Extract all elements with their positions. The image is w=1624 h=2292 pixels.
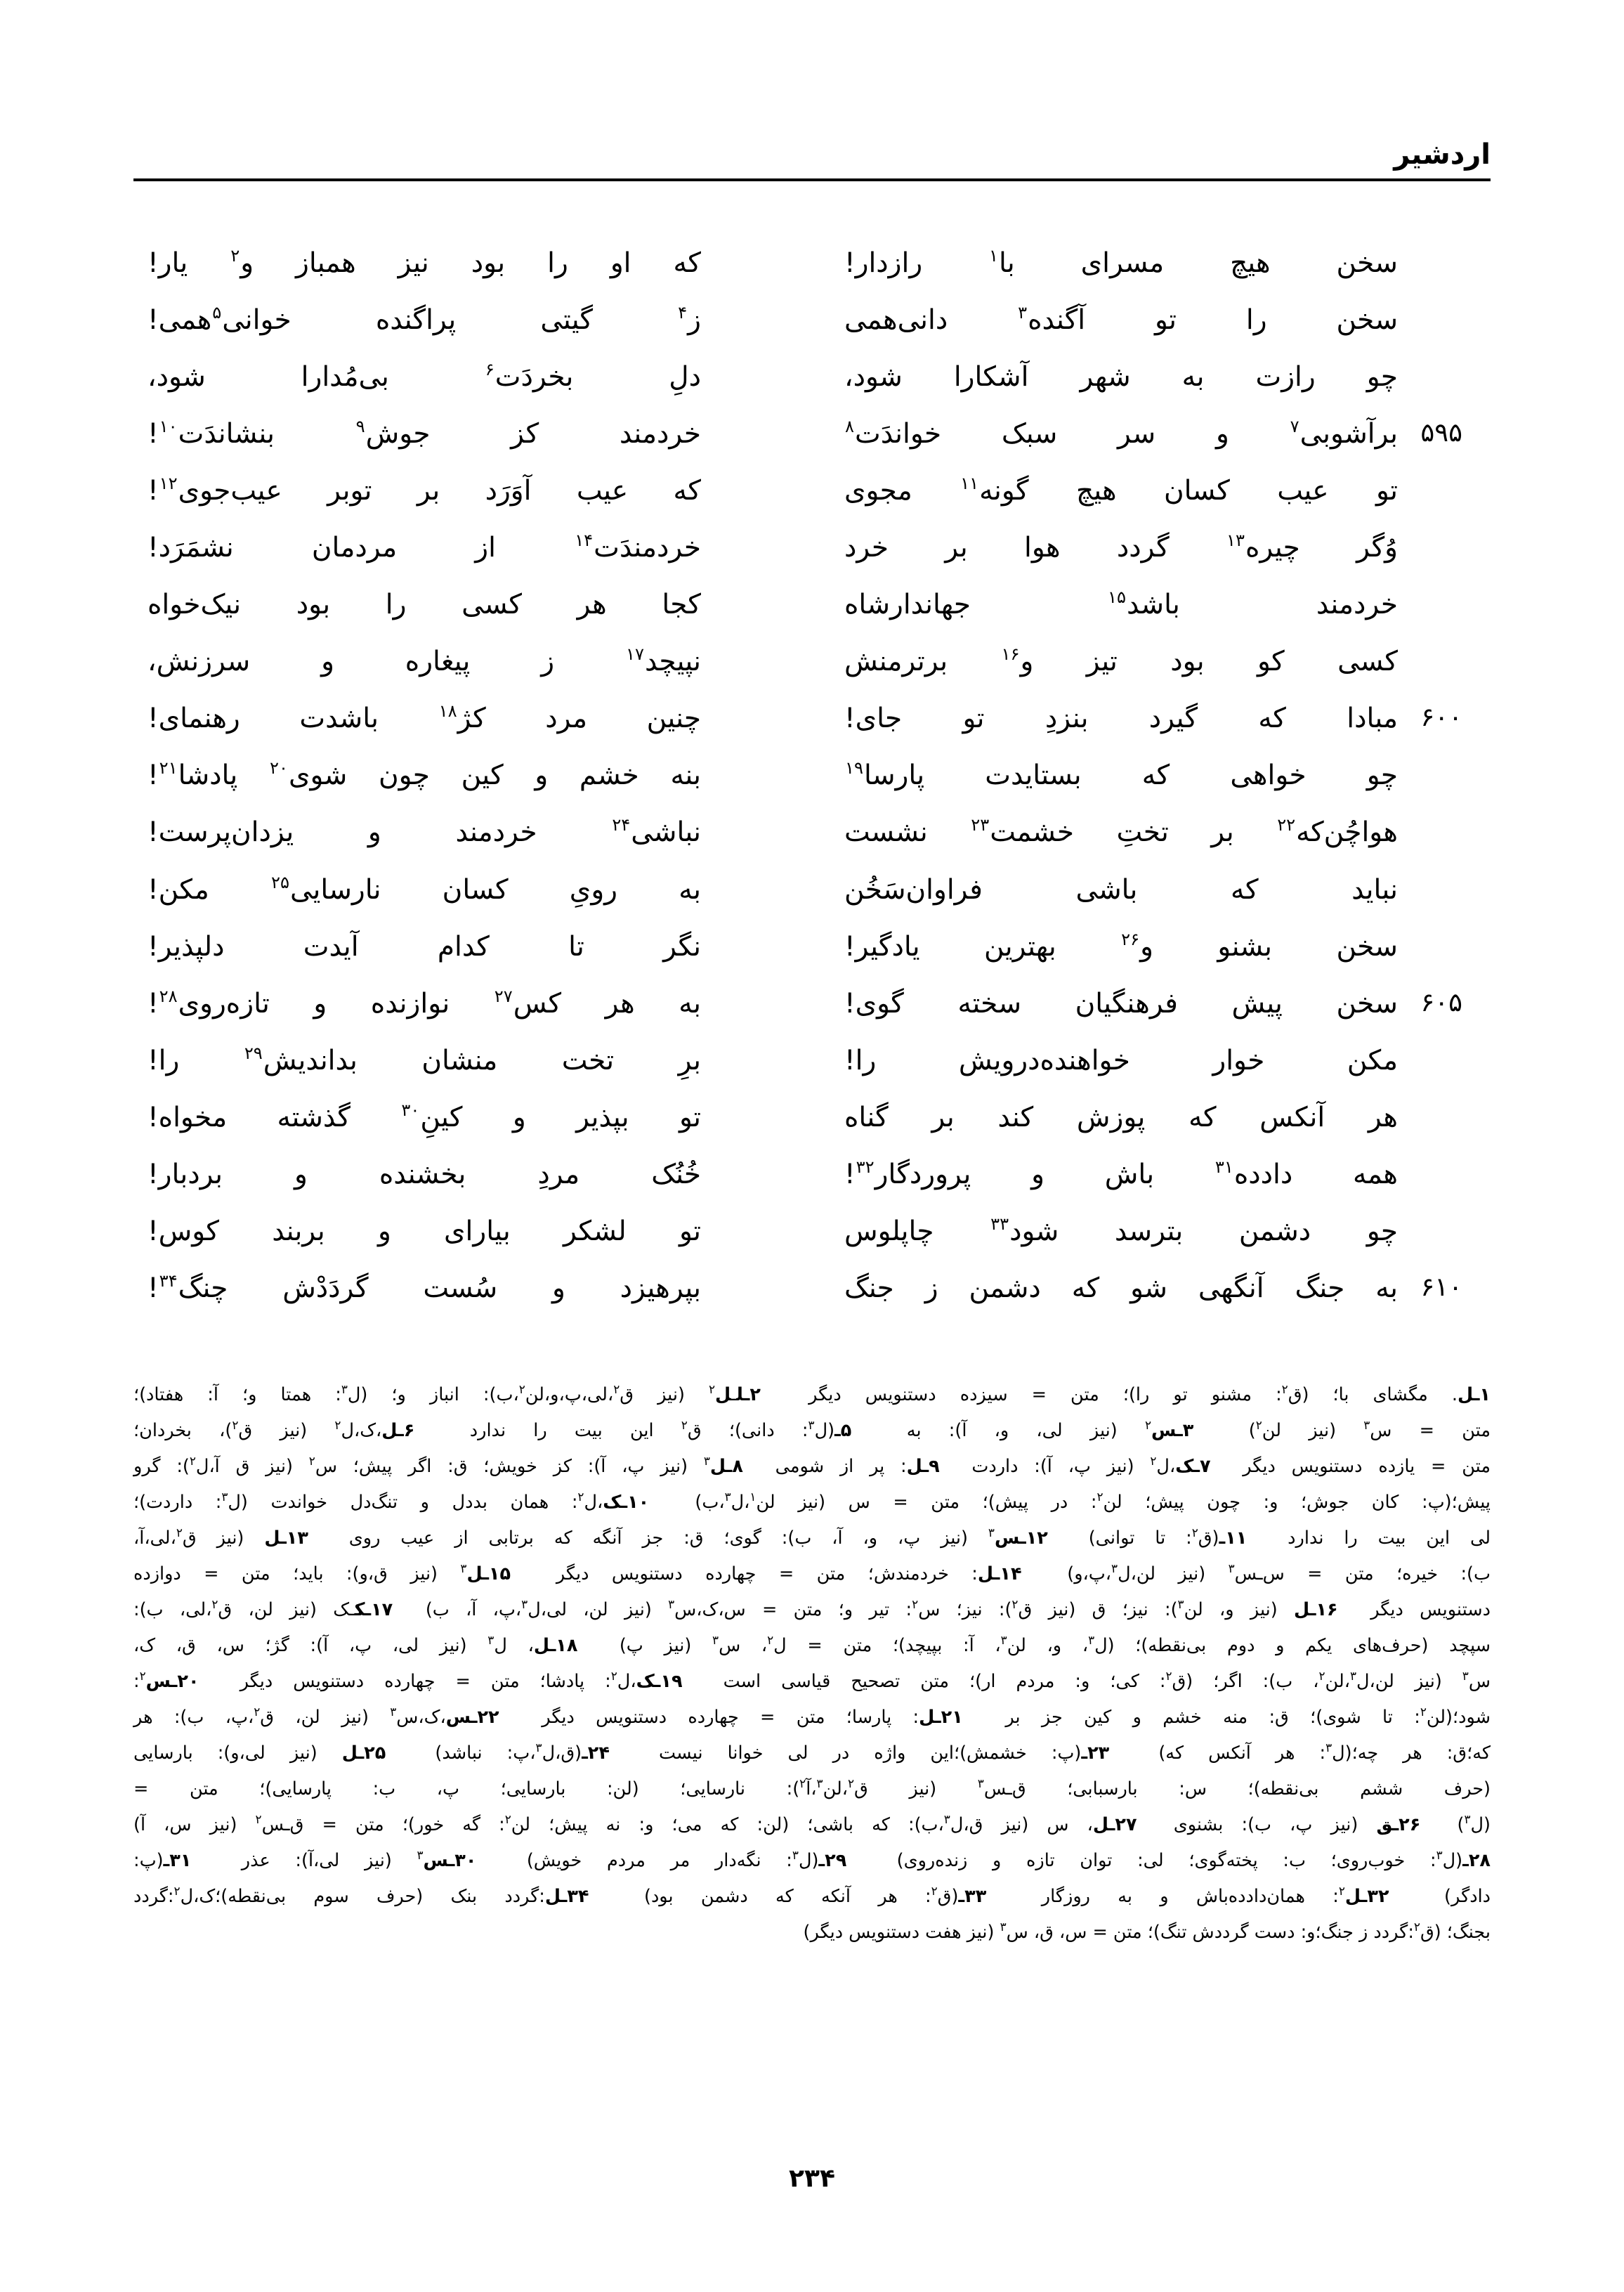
verse-hemistich: سخن بشنو و$^{۲۶}$ بهترین یادگیر! [844,929,1398,963]
apparatus-line: ۲۸ـ(ل$^۳$: خوب‌روی؛ ب: پخته‌گوی؛ لی: توان تازه و زنده‌روی) ۲۹ـ(ل$^۳$: نگه‌دار مر مردم خویش) ۳۰ـس$^۳$ (نیز لی،آ): عذر ۳۱ـ(پ: [133,1847,1491,1871]
verse-number [701,928,766,931]
verse-hemistich: خردمند کز جوش$^۹$ بنشاندَت$^{۱۰}$! [148,417,701,450]
verse-number [701,757,766,760]
verse-hemistich: که عیب آوَرَد بر توبر عیب‌جوی$^{۱۲}$! [148,474,701,507]
verse-hemistich: کجا هر کسی را بود نیک‌خواه [148,589,701,621]
apparatus-line: دستنویس دیگر ۱۶ـل (نیز و، لن$^۳$): نیز؛ ق (نیز ق$^۲$): نیز؛ س$^۲$: تیر و؛ متن = س،ک،س$^۳$ (نیز لن، لی،ل$^۳$،پ، آ، ب) ۱۷ـکـک (نیز لن، ق$^۲$،لی، ب): [133,1596,1491,1620]
verse-block [133,245,1491,1327]
verse-line [844,586,1462,643]
verse-hemistich: خردمندَت$^{۱۴}$ از مردمان نشمَرَد! [148,530,701,564]
verse-line [148,472,766,529]
verse-line [844,1156,1462,1213]
page-number: ۲۳۴ [789,2164,835,2193]
verse-number [701,871,766,874]
verse-line [844,1270,1462,1327]
verse-number [1398,245,1462,247]
apparatus-line: (ل$^۳$) ۲۶ـق (نیز پ، ب): بشنوی ۲۷ـل، س (نیز ق،ل$^۳$،ب): که باشی؛ (لن: که می؛ و: نه پیش؛ لن$^۲$: گه خور)؛ متن = ق‌ـس$^۲$ (نیز س، آ) [133,1811,1491,1835]
verse-number [701,529,766,532]
verse-hemistich: ز$^۴$ گیتی پراگنده خوانی$^۵$همی! [148,303,701,337]
verse-number [701,1213,766,1216]
verse-line [844,814,1462,871]
verse-hemistich: تو عیب کسان هیچ گونه$^{۱۱}$ مجوی [844,474,1398,507]
apparatus-line: متن = س$^۳$ (نیز لن$^۲$) ۳ـس$^۲$ (نیز لی، و، آ): به ۵ـ(ل$^۳$: دانی)؛ ق$^۲$ این بیت را ندارد ۶ـل،ک،ل$^۲$ (نیز ق$^۲$)، بخردان؛ [133,1417,1491,1441]
verse-number [701,1042,766,1045]
verse-hemistich: نباید که باشی فراوان‌سَخُن [844,873,1398,906]
verse-hemistich: نگر تا کدام آیدت دلپذیر! [148,930,701,963]
verse-line [844,245,1462,301]
verse-number [1398,1099,1462,1102]
verse-number: ۶۰۵ [1420,987,1462,1017]
verse-line [148,928,766,985]
verse-line [148,301,766,358]
verse-hemistich: خردمند باشد$^{۱۵}$ جهاندارشاه [844,587,1398,621]
verse-line [844,472,1462,529]
verse-column-right [844,245,1462,1327]
verse-hemistich: نباشی$^{۲۴}$ خردمند و یزدان‌پرست! [148,815,701,849]
verse-line [148,985,766,1042]
verse-line [844,757,1462,814]
verse-hemistich: بپرهیزد و سُست گردَدْش چنگ$^{۳۴}$! [148,1270,701,1304]
verse-number: ۶۰۰ [1420,702,1462,733]
verse-number: ۶۱۰ [1420,1271,1462,1302]
verse-line [148,757,766,814]
apparatus-line: که؛ق: هر چه؛(ل$^۳$: هر آنکس که) ۲۳ـ(پ: خشمش)؛این واژه در لی خوانا نیست ۲۴ـ(ق،ل$^۳$،پ: نباشد) ۲۵ـل (نیز لی،و): بارسایی [133,1740,1491,1764]
apparatus-line: ۱ـل. مگشای با؛ (ق$^۲$: مشنو تو را)؛ متن = سیزده دستنویس دیگر ۲ـلـل$^۲$ (نیز ق$^۲$،لی،پ،و،لن$^۲$،ب): انباز و؛ (ل$^۳$: همتا و؛ آ: هفتاد)؛ [133,1381,1491,1405]
verse-hemistich: تو بپذیر و کینِ$^{۳۰}$ گذشته مخواه! [148,1100,701,1133]
verse-number [1398,757,1462,760]
verse-hemistich: به رویِ کسان نارسایی$^{۲۵}$ مکن! [148,872,701,906]
verse-number [701,1099,766,1102]
verse-line [844,700,1462,757]
verse-number [1398,358,1462,361]
verse-line [844,358,1462,415]
page-header [133,138,1491,204]
verse-hemistich: وُگر چیره$^{۱۳}$ گردد هوا بر خرد [844,530,1398,564]
verse-number [701,358,766,361]
verse-number [701,245,766,247]
apparatus-line: شود؛(لن$^۲$: تا شوی)؛ ق: منه خشم و کین جز بر ۲۱ـل: پارسا؛ متن = چهارده دستنویس دیگر ۲۲ـس،ک،س$^۳$ (نیز لن، ق$^۲$،پ، ب): هر [133,1704,1491,1728]
verse-number [701,1156,766,1159]
verse-number [701,415,766,418]
verse-number [1398,871,1462,874]
apparatus-line: دادگر) ۳۲ـل$^۲$: همان‌دادده‌باش و به روزگار ۳۳ـ(ق$^۲$: هر آنکه که دشمن بود) ۳۴ـل:گردد بنک (حرف سوم بی‌نقطه)؛ک،ل$^۲$:گردد [133,1883,1491,1907]
verse-line [148,1099,766,1156]
apparatus-line: سپچد (حرف‌های یکم و دوم بی‌نقطه)؛ (ل$^۳$، و، لن$^۳$، آ: بپیچد)؛ متن = ل$^۲$، س$^۳$ (نیز پ) ۱۸ـل، ل$^۳$ (نیز لی، پ، آ): گژ؛ س، ق، ک، [133,1632,1491,1656]
header-rule [133,178,1491,181]
verse-number [701,1270,766,1272]
verse-number [701,985,766,988]
verse-line [148,643,766,700]
verse-number [701,301,766,304]
verse-line [844,1213,1462,1270]
verse-line [844,871,1462,928]
verse-hemistich: بنه خشم و کین چون شوی$^{۲۰}$ پادشا$^{۲۱}$! [148,758,701,792]
verse-number [1398,301,1462,304]
verse-number [1398,1156,1462,1159]
verse-hemistich: کسی کو بود تیز و$^{۱۶}$ برترمنش [844,644,1398,678]
apparatus-line: (حرف ششم بی‌نقطه)؛ س: بارسبابی؛ ق‌ـس$^۳$ (نیز ق$^۲$،لن$^۳$،آ$^۲$): نارسایی؛ (لن: بارسایی؛ پ، ب: پارسایی)؛ متن = [133,1776,1491,1799]
verse-number [1398,529,1462,532]
verse-line [148,529,766,586]
verse-hemistich: هر آنکس که پوزش کند بر گناه [844,1101,1398,1133]
verse-line [844,1099,1462,1156]
verse-hemistich: دلِ بخردَت$^۶$ بی‌مُدارا شود، [148,360,701,393]
verse-hemistich: مکن خوار خواهنده‌درویش را! [844,1044,1398,1076]
verse-hemistich: سخن را تو آگنده$^۳$ دانی‌همی [844,303,1398,337]
verse-hemistich: به جنگ آنگهی شو که دشمن ز جنگ [844,1272,1398,1304]
verse-line [148,814,766,871]
verse-line [148,1042,766,1099]
verse-line [148,245,766,301]
critical-apparatus [133,1377,1491,1951]
apparatus-line: ب): خیره؛ متن = س‌ـس$^۳$ (نیز لن،ل$^۳$،پ،و) ۱۴ـل: خردمندش؛ متن = چهارده دستنویس دیگر ۱۵ـل$^۳$ (نیز ق،و): باید؛ متن = دوازده [133,1561,1491,1584]
verse-hemistich: نپیچد$^{۱۷}$ ز پیغاره و سرزنش، [148,644,701,678]
verse-hemistich: چو دشمن بترسد شود$^{۳۳}$ چاپلوس [844,1213,1398,1247]
verse-hemistich: به هر کس$^{۲۷}$ نوازنده و تازه‌روی$^{۲۸}$! [148,986,701,1020]
apparatus-line: س$^۳$ (نیز لن،ل$^۳$،لن$^۲$، ب): اگر؛ (ق$^۲$: کی؛ و: مردم ار)؛ متن تصحیح قیاسی است ۱۹ـک،ل$^۲$: پادشا؛ متن = چهارده دستنویس دیگر ۲۰ـس$^۲$: [133,1668,1491,1692]
verse-line [844,985,1462,1042]
verse-line [844,928,1462,985]
verse-line [844,529,1462,586]
verse-line [148,586,766,643]
verse-number [701,814,766,816]
verse-number [1398,928,1462,931]
verse-number [701,643,766,646]
verse-hemistich: همه دادده$^{۳۱}$ باش و پروردگار$^{۳۲}$! [844,1157,1398,1190]
verse-line [844,1042,1462,1099]
verse-number [1398,472,1462,475]
verse-line [148,871,766,928]
verse-line [148,358,766,415]
verse-line [148,1156,766,1213]
verse-line [844,643,1462,700]
apparatus-line: لی این بیت را ندارد ۱۱ـ(ق$^۲$: تا توانی) ۱۲ـس$^۳$ (نیز پ، و، آ، ب): گوی؛ ق: جز آنگه که برتابی از عیب روی ۱۳ـل (نیز ق$^۲$،لی،آ، [133,1525,1491,1549]
verse-hemistich: خُنُک مردِ بخشنده و بردبار! [148,1158,701,1190]
verse-hemistich: تو لشکر بیارای و بربند کوس! [148,1215,701,1247]
verse-hemistich: چنین مرد کژ$^{۱۸}$ باشدت رهنمای! [148,701,701,735]
verse-hemistich: هواچُن‌که$^{۲۲}$ بر تختِ خشمت$^{۲۳}$ نشست [844,815,1398,849]
verse-hemistich: چو رازت به شهر آشکارا شود، [844,361,1398,393]
verse-number [1398,814,1462,816]
verse-line [844,415,1462,472]
apparatus-line: بجنگ؛ (ق$^۲$:گردد ز جنگ؛و: دست گردد‌ش تنگ)؛ متن = س، ق، س$^۳$ (نیز هفت دستنویس دیگر) [803,1919,1491,1943]
verse-hemistich: مبادا که گیرد بنزدِ تو جای! [844,703,1398,735]
verse-hemistich: برآشوبی$^۷$ و سر سبک خواندَت$^۸$ [845,417,1398,450]
verse-hemistich: که او را بود نیز همباز و$^۲$ یار! [148,246,701,279]
verse-number: ۵۹۵ [1420,417,1462,448]
verse-hemistich: سخن پیش فرهنگیان سخته گوی! [844,987,1398,1020]
verse-number [1398,643,1462,646]
verse-line [148,1270,766,1327]
verse-number [1398,1213,1462,1216]
verse-number [701,700,766,703]
verse-number [1398,586,1462,589]
verse-line [148,700,766,757]
verse-number [1398,1042,1462,1045]
verse-hemistich: چو خواهی که بستایدت پارسا$^{۱۹}$ [845,758,1398,792]
verse-line [148,415,766,472]
verse-line [844,301,1462,358]
verse-line [148,1213,766,1270]
verse-number [701,472,766,475]
verse-number [701,586,766,589]
verse-hemistich: سخن هیچ مسرای با$^۱$ رازدار! [844,246,1398,279]
apparatus-line: پیش؛(پ: کان جوش؛ و: چون پیش؛ لن$^۲$: در پیش)؛ متن = س (نیز لن$^۱$،ل$^۳$،ب) ۱۰ـک،ل$^۲$: همان بددل و تنگ‌دل خواندت (ل$^۳$: داردت)؛ [133,1489,1491,1513]
verse-column-left [148,245,766,1327]
apparatus-line: متن = یازده دستنویس دیگر ۷ـک،ل$^۲$ (نیز پ، آ): داردت ۹ـل: پر از شومی ۸ـل$^۳$ (نیز پ، آ): کز خویش؛ ق: اگر پیش؛ س$^۲$ (نیز ق آ،ل$^۲$): گرو [133,1453,1491,1477]
verse-hemistich: برِ تخت منشان بداندیش$^{۲۹}$ را! [148,1043,701,1076]
running-head: اردشیر [1394,138,1491,171]
